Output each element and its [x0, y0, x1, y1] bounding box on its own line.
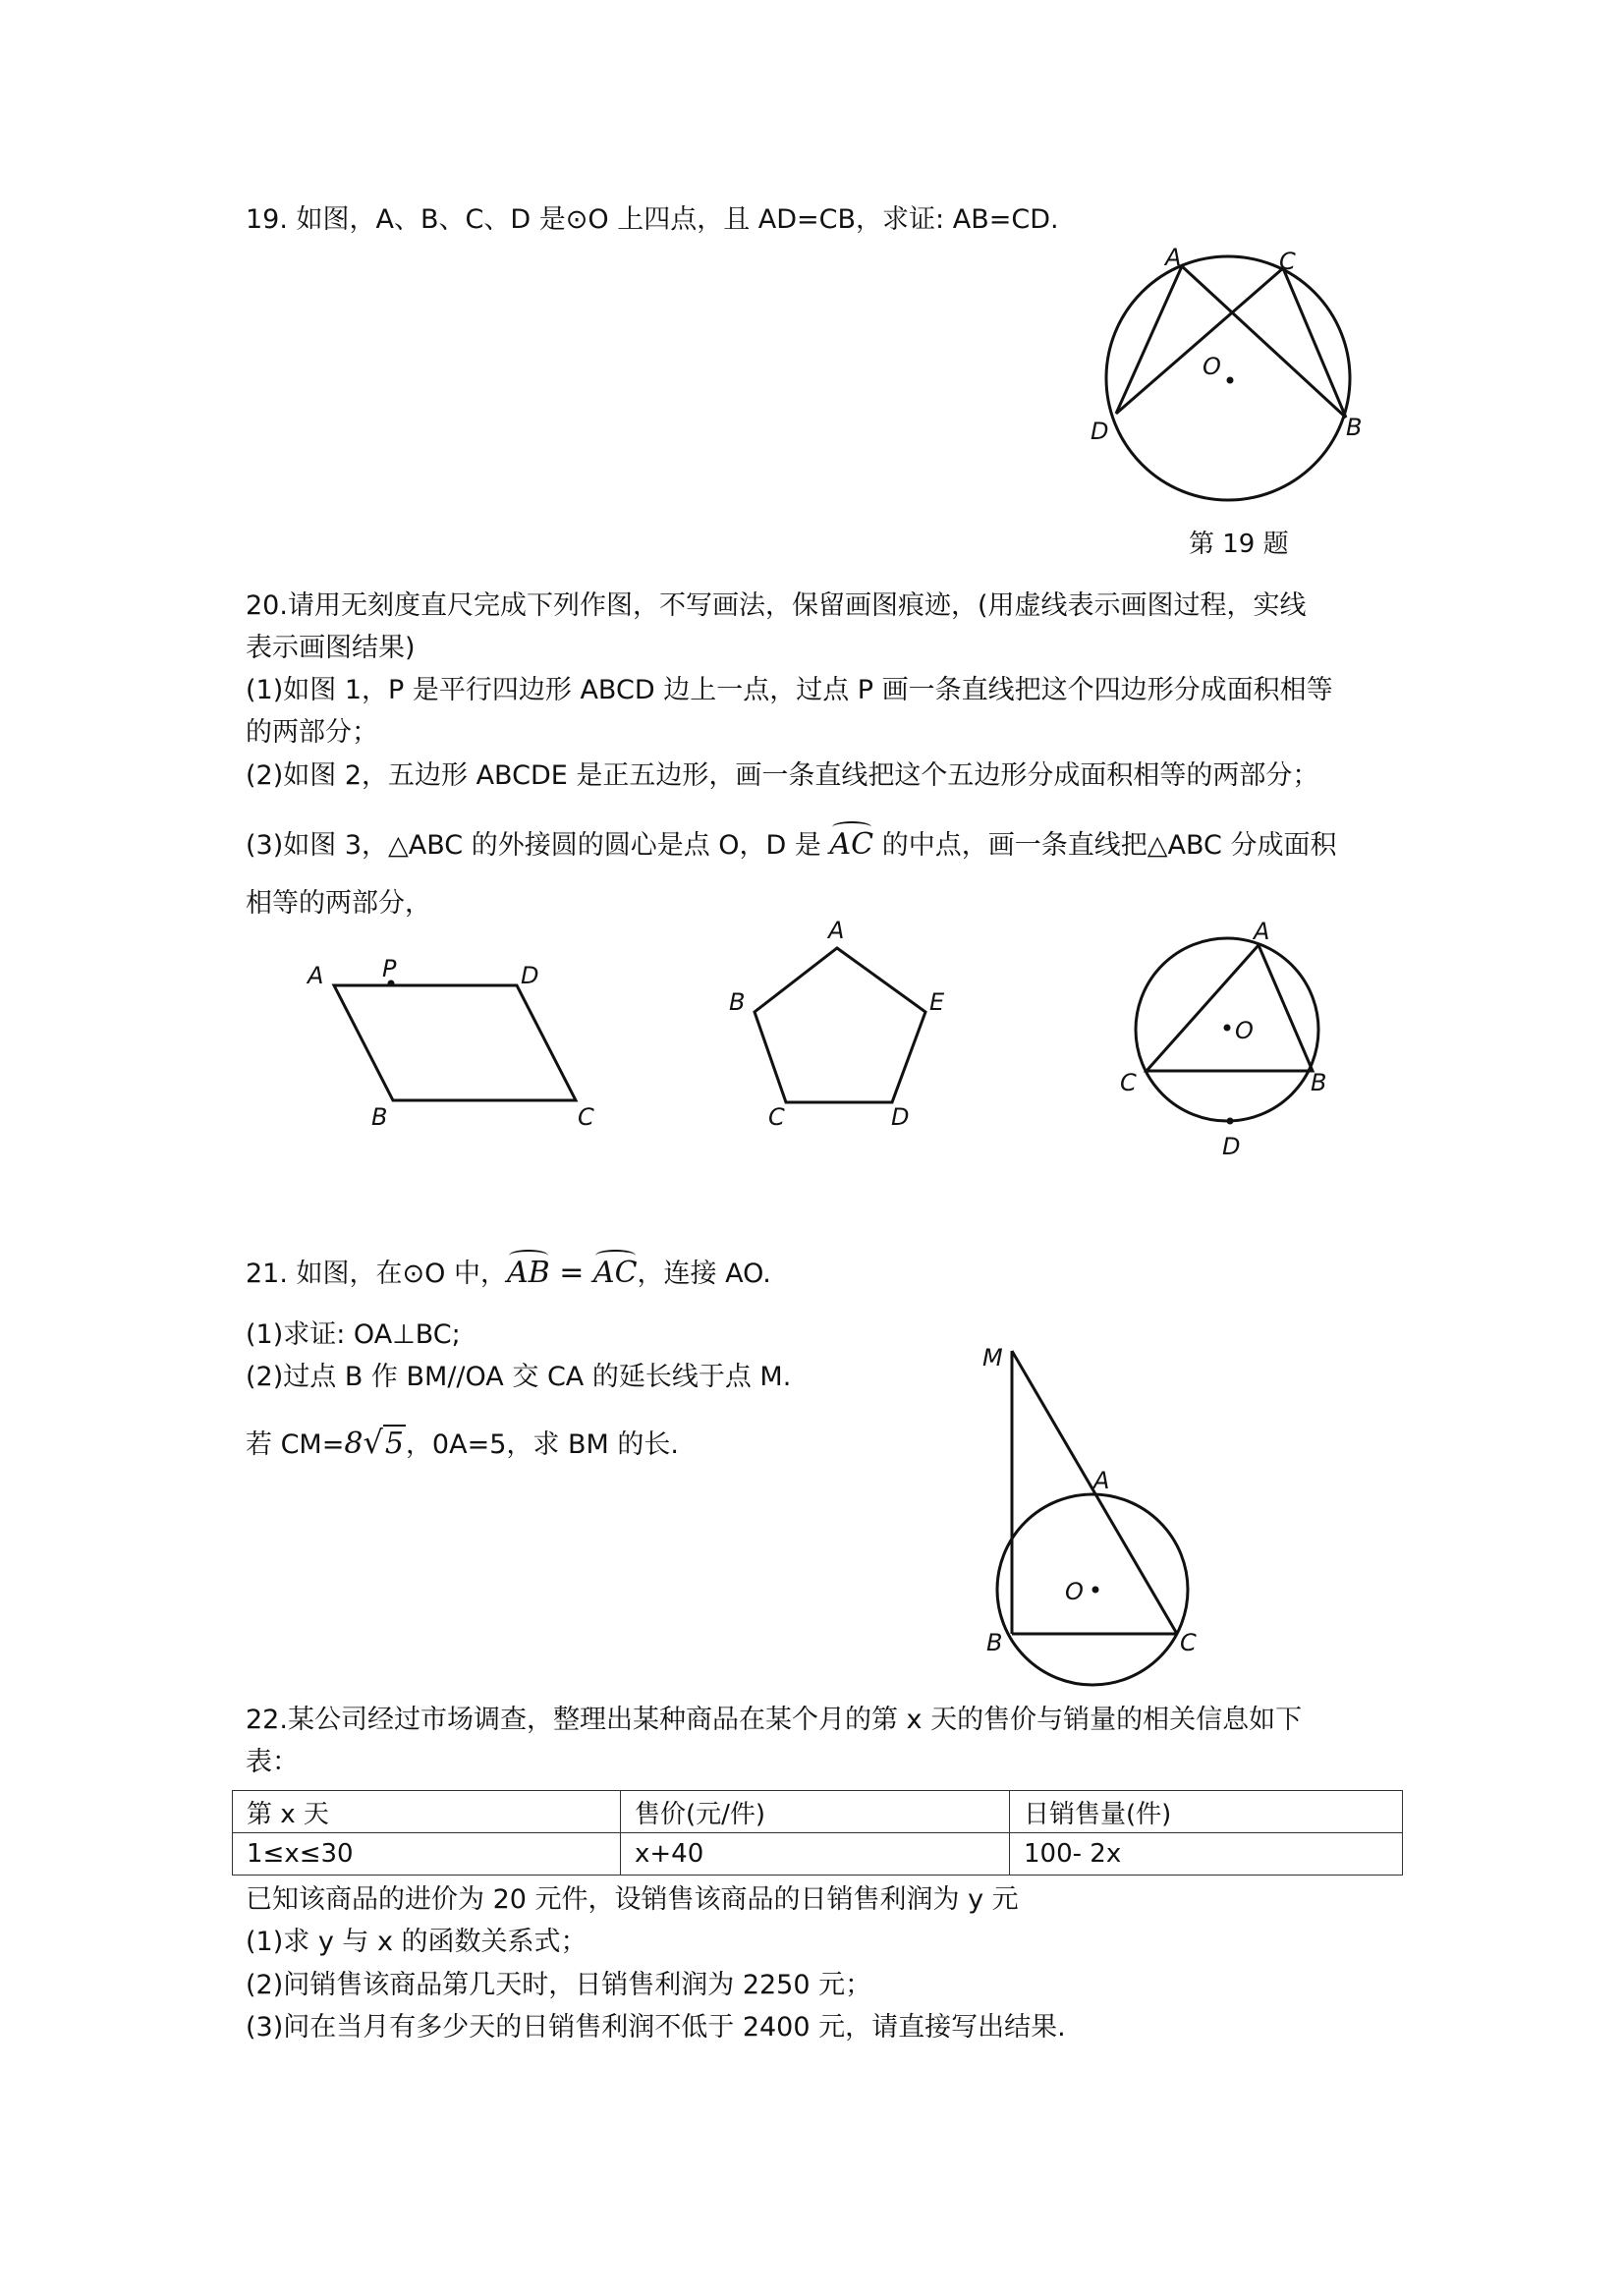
table-cell: 100- 2x	[1010, 1833, 1403, 1876]
arc-AC-q21: AC	[593, 1254, 638, 1293]
fig3-point-D	[1227, 1118, 1234, 1125]
q21-label-M: M	[982, 1344, 1003, 1372]
q21-point-O	[1092, 1587, 1099, 1594]
fig2-label-D: D	[891, 1103, 910, 1131]
q22-after-table: 已知该商品的进价为 20 元件，设销售该商品的日销售利润为 y 元	[246, 1884, 1019, 1915]
q21-label-C: C	[1180, 1629, 1197, 1656]
fig2-label-C: C	[768, 1103, 785, 1131]
label-C: C	[1279, 248, 1296, 275]
fig3-point-O	[1224, 1025, 1231, 1032]
q19-statement: 19. 如图，A、B、C、D 是⊙O 上四点，且 AD=CB，求证: AB=CD.	[246, 204, 1059, 235]
segment-AD	[1116, 266, 1182, 414]
q21-figure	[982, 1344, 1197, 1685]
table-header-cell: 日销售量(件)	[1010, 1791, 1403, 1833]
q21-part1: (1)求证: OA⊥BC;	[246, 1319, 461, 1350]
parallelogram-ABCD	[334, 985, 576, 1100]
triangle-ABC	[1147, 945, 1313, 1071]
label-D: D	[1091, 418, 1109, 445]
fig2-label-B: B	[729, 988, 746, 1016]
table-header-row	[233, 1791, 1403, 1833]
q21-part2: (2)过点 B 作 BM//OA 交 CA 的延长线于点 M.	[246, 1362, 792, 1392]
table-row	[233, 1833, 1403, 1876]
fig2-label-E: E	[929, 988, 945, 1016]
q21-label-B: B	[986, 1629, 1003, 1656]
q22-part1: (1)求 y 与 x 的函数关系式；	[246, 1927, 588, 1957]
q20-fig2	[729, 917, 945, 1131]
q21-condition: 若 CM=8√5，0A=5，求 BM 的长.	[246, 1423, 679, 1465]
pentagon-ABCDE	[755, 948, 925, 1102]
q20-fig1	[306, 955, 594, 1131]
fig3-label-B: B	[1311, 1069, 1327, 1096]
q20-part3-line1: (3)如图 3，△ABC 的外接圆的圆心是点 O，D 是 AC 的中点，画一条直线把△ABC 分成面积	[246, 825, 1336, 866]
q22-intro-line2: 表：	[246, 1747, 299, 1777]
table-header-cell: 第 x 天	[233, 1791, 621, 1833]
circle-symbol: ⊙O	[565, 204, 609, 235]
arc-AC: AC	[830, 825, 874, 865]
table-cell: 1≤x≤30	[233, 1833, 621, 1876]
q21-label-A: A	[1093, 1467, 1110, 1494]
q20-part3-line2: 相等的两部分，	[246, 888, 431, 919]
fig1-label-P: P	[382, 955, 397, 982]
fig3-label-A: A	[1254, 918, 1270, 945]
label-O: O	[1203, 353, 1221, 380]
q20-intro-line2: 表示画图结果)	[246, 633, 416, 663]
q22-part2: (2)问销售该商品第几天时，日销售利润为 2250 元；	[246, 1970, 872, 2000]
segment-AB	[1182, 266, 1346, 418]
q21-statement: 21. 如图，在⊙O 中，AB = AC，连接 AO.	[246, 1254, 771, 1294]
q20-part1-line2: 的两部分；	[246, 717, 378, 748]
fig2-label-A: A	[828, 917, 845, 944]
q22-intro-line1: 22.某公司经过市场调查，整理出某种商品在某个月的第 x 天的售价与销量的相关信息如下	[246, 1705, 1303, 1735]
price-sales-table	[232, 1790, 1403, 1876]
q20-intro-line1: 20.请用无刻度直尺完成下列作图，不写画法，保留画图痕迹，(用虚线表示画图过程，实线	[246, 590, 1307, 621]
q20-part1-line1: (1)如图 1，P 是平行四边形 ABCD 边上一点，过点 P 画一条直线把这个四边形分成面积相等	[246, 675, 1333, 705]
fig3-label-D: D	[1222, 1133, 1241, 1160]
q19-circle-figure	[1091, 244, 1362, 559]
table-header-cell: 售价(元/件)	[621, 1791, 1010, 1833]
label-A: A	[1165, 244, 1182, 271]
segment-CD	[1116, 268, 1283, 414]
table-cell: x+40	[621, 1833, 1010, 1876]
radical-expression: 8√5	[344, 1424, 404, 1461]
fig3-label-C: C	[1120, 1069, 1137, 1096]
fig3-label-O: O	[1235, 1017, 1254, 1044]
q22-part3: (3)问在当月有多少天的日销售利润不低于 2400 元，请直接写出结果.	[246, 2012, 1066, 2043]
fig1-label-A: A	[308, 962, 324, 989]
q21-label-O: O	[1065, 1578, 1084, 1605]
q19-caption: 第 19 题	[1189, 530, 1289, 559]
q20-fig3	[1120, 918, 1326, 1160]
fig1-label-D: D	[521, 962, 539, 989]
arc-AB: AB	[507, 1254, 550, 1293]
fig1-label-C: C	[578, 1103, 594, 1131]
q20-part2: (2)如图 2，五边形 ABCDE 是正五边形，画一条直线把这个五边形分成面积相等的两部分；	[246, 760, 1319, 791]
fig1-label-B: B	[371, 1103, 388, 1131]
center-point-O	[1227, 377, 1234, 384]
label-B: B	[1346, 414, 1363, 441]
